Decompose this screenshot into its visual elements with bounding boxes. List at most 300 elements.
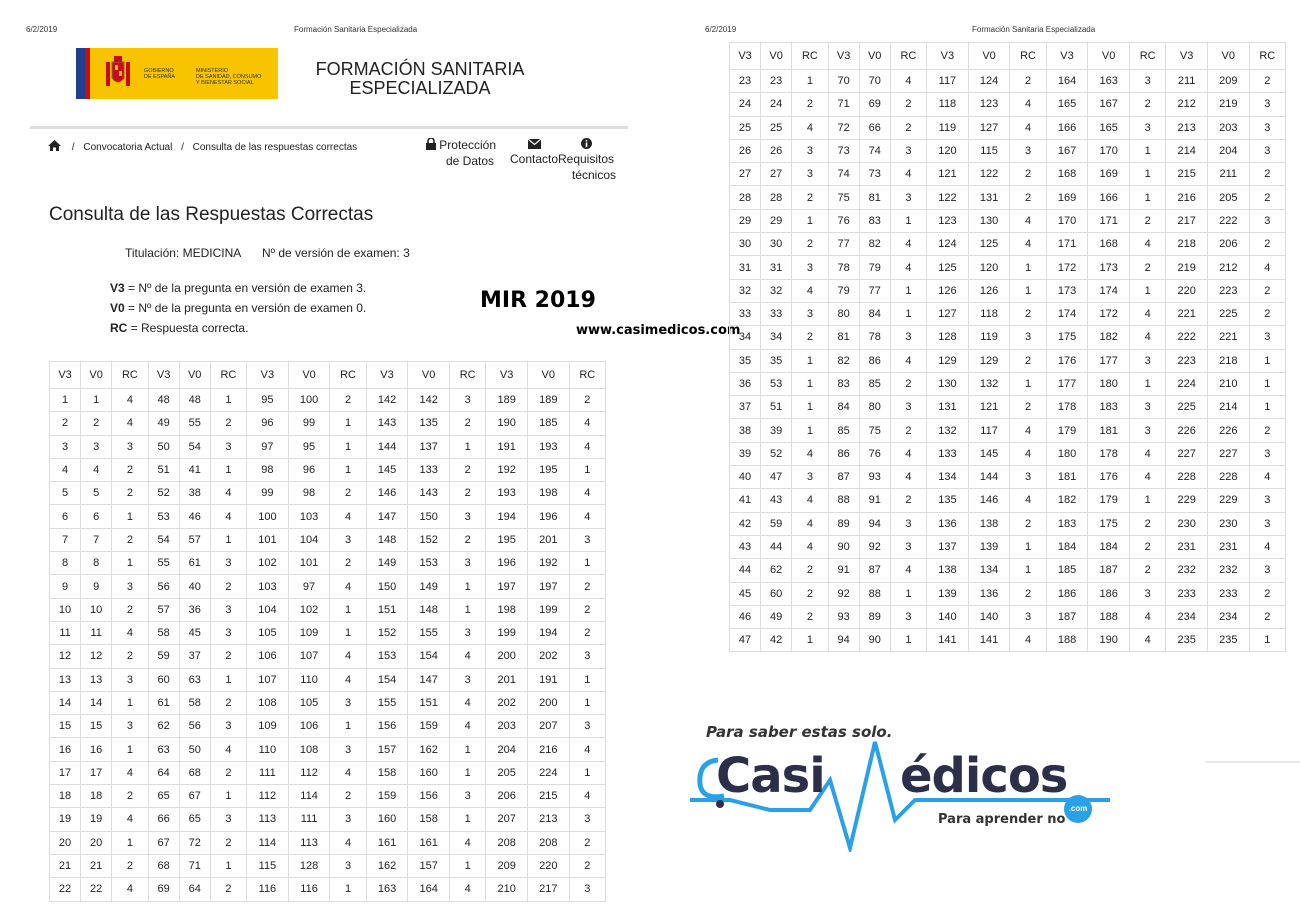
- nav-contact-label: Contacto: [509, 152, 559, 166]
- table-cell: 225: [1207, 302, 1249, 325]
- table-cell: 1: [112, 552, 148, 575]
- table-cell: 44: [730, 559, 761, 582]
- table-cell: 204: [486, 738, 528, 761]
- table-cell: 116: [247, 878, 289, 901]
- eu-stars-stripe: [76, 48, 85, 99]
- table-cell: 133: [927, 442, 969, 465]
- table-cell: 87: [859, 559, 890, 582]
- table-cell: 3: [569, 715, 605, 738]
- table-cell: 82: [859, 233, 890, 256]
- table-row: [50, 785, 606, 808]
- table-cell: 32: [761, 279, 792, 302]
- table-cell: 138: [968, 512, 1010, 535]
- legend-key: V3: [110, 281, 125, 295]
- table-cell: 202: [486, 691, 528, 714]
- table-cell: 94: [828, 629, 859, 652]
- table-cell: 4: [330, 761, 366, 784]
- table-cell: 218: [1207, 349, 1249, 372]
- table-cell: 184: [1046, 535, 1088, 558]
- table-cell: 137: [927, 535, 969, 558]
- table-row: [730, 302, 1286, 325]
- table-cell: 4: [1129, 629, 1165, 652]
- table-cell: 95: [288, 435, 330, 458]
- table-cell: 186: [1088, 582, 1130, 605]
- table-cell: 4: [792, 116, 828, 139]
- table-cell: 7: [50, 528, 81, 551]
- table-cell: 197: [527, 575, 569, 598]
- table-cell: 1: [890, 629, 926, 652]
- table-cell: 67: [148, 831, 179, 854]
- table-cell: 1: [449, 808, 485, 831]
- table-cell: 120: [927, 139, 969, 162]
- table-cell: 4: [449, 691, 485, 714]
- table-cell: 3: [792, 139, 828, 162]
- table-cell: 3: [890, 396, 926, 419]
- table-cell: 104: [247, 598, 289, 621]
- table-cell: 158: [366, 761, 408, 784]
- column-header: RC: [210, 362, 246, 389]
- table-cell: 3: [1249, 559, 1285, 582]
- table-cell: 3: [330, 808, 366, 831]
- table-cell: 175: [1046, 326, 1088, 349]
- table-cell: 193: [527, 435, 569, 458]
- breadcrumb-convocatoria[interactable]: Convocatoria Actual: [83, 142, 173, 153]
- table-cell: 4: [1010, 629, 1046, 652]
- table-cell: 144: [968, 466, 1010, 489]
- table-cell: 1: [1129, 279, 1165, 302]
- table-cell: 198: [527, 482, 569, 505]
- table-cell: 154: [408, 645, 450, 668]
- table-cell: 145: [968, 442, 1010, 465]
- table-cell: 229: [1207, 489, 1249, 512]
- table-cell: 180: [1088, 372, 1130, 395]
- table-cell: 1: [210, 389, 246, 412]
- table-cell: 227: [1166, 442, 1208, 465]
- table-cell: 159: [408, 715, 450, 738]
- table-cell: 5: [50, 482, 81, 505]
- table-cell: 2: [1249, 302, 1285, 325]
- table-cell: 3: [330, 854, 366, 877]
- table-cell: 3: [210, 435, 246, 458]
- table-cell: 14: [50, 691, 81, 714]
- table-cell: 118: [968, 302, 1010, 325]
- table-cell: 2: [81, 412, 112, 435]
- table-cell: 4: [890, 233, 926, 256]
- table-cell: 2: [449, 528, 485, 551]
- table-cell: 1: [1129, 489, 1165, 512]
- legend: [110, 278, 366, 338]
- table-cell: 116: [288, 878, 330, 901]
- table-cell: 201: [527, 528, 569, 551]
- table-cell: 62: [148, 715, 179, 738]
- table-cell: 3: [330, 691, 366, 714]
- table-cell: 125: [968, 233, 1010, 256]
- table-cell: 27: [730, 163, 761, 186]
- table-cell: 3: [792, 302, 828, 325]
- table-cell: 3: [112, 435, 148, 458]
- table-row: [730, 535, 1286, 558]
- table-cell: 127: [927, 302, 969, 325]
- table-cell: 102: [288, 598, 330, 621]
- table-cell: 217: [1166, 209, 1208, 232]
- table-cell: 2: [1010, 349, 1046, 372]
- legend-text: = Nº de la pregunta en versión de examen 3.: [124, 281, 367, 295]
- table-cell: 45: [730, 582, 761, 605]
- table-cell: 121: [927, 163, 969, 186]
- table-cell: 2: [330, 785, 366, 808]
- table-cell: 192: [527, 552, 569, 575]
- print-header-title-right: Formación Sanitaria Especializada: [972, 25, 1096, 34]
- table-cell: 234: [1207, 605, 1249, 628]
- table-cell: 26: [761, 139, 792, 162]
- table-cell: 2: [890, 489, 926, 512]
- table-cell: 212: [1166, 93, 1208, 116]
- table-cell: 1: [569, 691, 605, 714]
- table-row: [50, 552, 606, 575]
- table-cell: 3: [81, 435, 112, 458]
- table-cell: 26: [730, 139, 761, 162]
- table-cell: 225: [1166, 396, 1208, 419]
- table-cell: 149: [408, 575, 450, 598]
- table-cell: 2: [1249, 419, 1285, 442]
- table-cell: 2: [210, 761, 246, 784]
- gov-text-line: DE ESPAÑA: [144, 74, 176, 80]
- site-title-line2: ESPECIALIZADA: [349, 78, 491, 98]
- table-cell: 2: [112, 645, 148, 668]
- table-cell: 181: [1046, 466, 1088, 489]
- table-cell: 17: [81, 761, 112, 784]
- table-cell: 52: [761, 442, 792, 465]
- table-cell: 53: [761, 372, 792, 395]
- table-cell: 48: [179, 389, 210, 412]
- table-cell: 2: [569, 575, 605, 598]
- table-cell: 5: [81, 482, 112, 505]
- table-cell: 4: [569, 435, 605, 458]
- table-cell: 4: [112, 412, 148, 435]
- table-cell: 140: [968, 605, 1010, 628]
- table-cell: 232: [1207, 559, 1249, 582]
- table-cell: 36: [179, 598, 210, 621]
- table-row: [730, 70, 1286, 93]
- legend-item: [110, 318, 366, 338]
- table-header-row: [730, 43, 1286, 70]
- table-cell: 153: [366, 645, 408, 668]
- table-cell: 76: [859, 442, 890, 465]
- table-row: [50, 389, 606, 412]
- table-cell: 158: [408, 808, 450, 831]
- table-cell: 83: [828, 372, 859, 395]
- table-cell: 118: [927, 93, 969, 116]
- table-cell: 1: [210, 854, 246, 877]
- table-cell: 4: [792, 279, 828, 302]
- table-cell: 1: [449, 761, 485, 784]
- table-row: [50, 668, 606, 691]
- table-row: [50, 645, 606, 668]
- table-row: [50, 505, 606, 528]
- table-cell: 226: [1207, 419, 1249, 442]
- table-cell: 117: [927, 70, 969, 93]
- table-cell: 12: [81, 645, 112, 668]
- table-cell: 60: [148, 668, 179, 691]
- breadcrumb-current: Consulta de las respuestas correctas: [192, 142, 358, 153]
- table-cell: 15: [50, 715, 81, 738]
- table-cell: 21: [81, 854, 112, 877]
- table-cell: 232: [1166, 559, 1208, 582]
- table-cell: 4: [1010, 442, 1046, 465]
- table-row: [730, 233, 1286, 256]
- table-cell: 2: [1129, 256, 1165, 279]
- table-cell: 91: [859, 489, 890, 512]
- table-cell: 77: [859, 279, 890, 302]
- column-header: V3: [247, 362, 289, 389]
- table-cell: 8: [81, 552, 112, 575]
- site-title[interactable]: [300, 60, 540, 98]
- table-cell: 142: [366, 389, 408, 412]
- table-cell: 18: [81, 785, 112, 808]
- table-cell: 194: [486, 505, 528, 528]
- table-cell: 12: [50, 645, 81, 668]
- column-header: RC: [1010, 43, 1046, 70]
- table-cell: 23: [761, 70, 792, 93]
- table-cell: 1: [792, 70, 828, 93]
- table-row: [50, 621, 606, 644]
- table-cell: 22: [81, 878, 112, 901]
- site-title-line1: FORMACIÓN SANITARIA: [315, 59, 525, 79]
- table-row: [730, 372, 1286, 395]
- table-cell: 3: [210, 715, 246, 738]
- table-cell: 214: [1207, 396, 1249, 419]
- government-logo[interactable]: [76, 48, 278, 99]
- table-cell: 25: [730, 116, 761, 139]
- table-cell: 1: [1010, 559, 1046, 582]
- breadcrumb: [48, 140, 363, 153]
- table-cell: 4: [1249, 466, 1285, 489]
- table-cell: 3: [210, 621, 246, 644]
- table-cell: 4: [1129, 605, 1165, 628]
- table-cell: 3: [1249, 512, 1285, 535]
- table-cell: 2: [1249, 163, 1285, 186]
- nav-privacy-label-2: de Datos: [445, 154, 494, 168]
- table-cell: 152: [408, 528, 450, 551]
- table-cell: 1: [449, 854, 485, 877]
- table-cell: 2: [112, 854, 148, 877]
- table-cell: 169: [1088, 163, 1130, 186]
- table-cell: 105: [288, 691, 330, 714]
- table-cell: 14: [81, 691, 112, 714]
- table-cell: 51: [761, 396, 792, 419]
- legend-text: = Nº de la pregunta en versión de examen 0.: [124, 301, 367, 315]
- table-cell: 40: [179, 575, 210, 598]
- table-cell: 1: [792, 629, 828, 652]
- table-cell: 88: [859, 582, 890, 605]
- table-cell: 146: [366, 482, 408, 505]
- table-cell: 65: [148, 785, 179, 808]
- table-cell: 2: [569, 621, 605, 644]
- table-cell: 4: [792, 535, 828, 558]
- table-cell: 45: [179, 621, 210, 644]
- table-cell: 228: [1207, 466, 1249, 489]
- column-header: V3: [1166, 43, 1208, 70]
- column-header: V0: [859, 43, 890, 70]
- table-cell: 1: [210, 668, 246, 691]
- table-row: [50, 575, 606, 598]
- home-icon[interactable]: [48, 140, 61, 151]
- ministry-text-line: MINISTERIO: [196, 68, 229, 74]
- table-cell: 207: [486, 808, 528, 831]
- table-cell: 188: [1046, 629, 1088, 652]
- table-cell: 136: [968, 582, 1010, 605]
- table-cell: 78: [859, 326, 890, 349]
- table-cell: 186: [1046, 582, 1088, 605]
- table-cell: 71: [828, 93, 859, 116]
- table-cell: 70: [828, 70, 859, 93]
- table-cell: 97: [247, 435, 289, 458]
- table-cell: 10: [81, 598, 112, 621]
- table-cell: 229: [1166, 489, 1208, 512]
- table-row: [730, 466, 1286, 489]
- table-cell: 19: [81, 808, 112, 831]
- table-cell: 231: [1207, 535, 1249, 558]
- table-cell: 178: [1088, 442, 1130, 465]
- table-cell: 1: [1010, 279, 1046, 302]
- table-cell: 117: [968, 419, 1010, 442]
- table-cell: 106: [288, 715, 330, 738]
- titulacion-value: MEDICINA: [182, 246, 241, 260]
- table-cell: 144: [366, 435, 408, 458]
- table-cell: 4: [890, 466, 926, 489]
- coat-of-arms-icon: [104, 56, 132, 90]
- table-cell: 33: [730, 302, 761, 325]
- table-cell: 124: [968, 70, 1010, 93]
- table-cell: 222: [1166, 326, 1208, 349]
- table-cell: 56: [148, 575, 179, 598]
- table-cell: 49: [148, 412, 179, 435]
- table-cell: 51: [148, 458, 179, 481]
- table-cell: 125: [927, 256, 969, 279]
- table-cell: 147: [366, 505, 408, 528]
- table-cell: 1: [449, 598, 485, 621]
- table-cell: 1: [792, 419, 828, 442]
- table-cell: 157: [408, 854, 450, 877]
- table-cell: 35: [761, 349, 792, 372]
- table-cell: 85: [828, 419, 859, 442]
- table-cell: 2: [449, 482, 485, 505]
- table-cell: 110: [247, 738, 289, 761]
- table-cell: 89: [859, 605, 890, 628]
- table-cell: 190: [1088, 629, 1130, 652]
- column-header: RC: [792, 43, 828, 70]
- table-cell: 1: [1129, 139, 1165, 162]
- table-cell: 1: [1249, 372, 1285, 395]
- nav-privacy[interactable]: [420, 137, 496, 169]
- table-cell: 160: [366, 808, 408, 831]
- table-cell: 2: [330, 389, 366, 412]
- table-cell: 1: [330, 435, 366, 458]
- table-cell: 210: [486, 878, 528, 901]
- table-cell: 16: [81, 738, 112, 761]
- table-row: [50, 808, 606, 831]
- legend-key: V0: [110, 301, 125, 315]
- table-cell: 81: [828, 326, 859, 349]
- table-cell: 4: [81, 458, 112, 481]
- table-cell: 1: [449, 435, 485, 458]
- table-cell: 78: [828, 256, 859, 279]
- column-header: RC: [1249, 43, 1285, 70]
- table-cell: 4: [1010, 93, 1046, 116]
- table-cell: 165: [1046, 93, 1088, 116]
- table-cell: 55: [179, 412, 210, 435]
- table-cell: 2: [1010, 396, 1046, 419]
- table-cell: 83: [859, 209, 890, 232]
- table-cell: 1: [792, 349, 828, 372]
- table-cell: 17: [50, 761, 81, 784]
- table-cell: 66: [148, 808, 179, 831]
- table-cell: 222: [1207, 209, 1249, 232]
- column-header: V3: [50, 362, 81, 389]
- table-cell: 147: [408, 668, 450, 691]
- table-cell: 1: [890, 279, 926, 302]
- table-cell: 23: [730, 70, 761, 93]
- table-cell: 20: [81, 831, 112, 854]
- table-cell: 174: [1046, 302, 1088, 325]
- table-cell: 230: [1166, 512, 1208, 535]
- table-cell: 193: [486, 482, 528, 505]
- table-cell: 3: [1129, 116, 1165, 139]
- table-cell: 200: [527, 691, 569, 714]
- table-cell: 2: [210, 645, 246, 668]
- table-cell: 1: [330, 598, 366, 621]
- table-cell: 87: [828, 466, 859, 489]
- table-cell: 205: [1207, 186, 1249, 209]
- table-cell: 27: [761, 163, 792, 186]
- table-cell: 1: [569, 458, 605, 481]
- table-cell: 4: [1010, 489, 1046, 512]
- table-cell: 208: [527, 831, 569, 854]
- table-cell: 21: [50, 854, 81, 877]
- table-cell: 1: [1010, 535, 1046, 558]
- table-cell: 202: [527, 645, 569, 668]
- legend-item: [110, 298, 366, 318]
- print-date: 6/2/2019: [26, 25, 58, 34]
- table-cell: 4: [1129, 233, 1165, 256]
- table-cell: 214: [1166, 139, 1208, 162]
- table-cell: 79: [859, 256, 890, 279]
- table-cell: 4: [1129, 442, 1165, 465]
- column-header: RC: [1129, 43, 1165, 70]
- column-header: V0: [968, 43, 1010, 70]
- table-cell: 142: [408, 389, 450, 412]
- table-cell: 130: [927, 372, 969, 395]
- nav-requirements[interactable]: [556, 137, 616, 183]
- table-cell: 88: [828, 489, 859, 512]
- table-cell: 169: [1046, 186, 1088, 209]
- casimedicos-slogan-top: Para saber estas solo.: [706, 723, 893, 741]
- table-cell: 31: [730, 256, 761, 279]
- table-cell: 191: [486, 435, 528, 458]
- table-cell: 172: [1088, 302, 1130, 325]
- table-cell: 174: [1088, 279, 1130, 302]
- table-cell: 31: [761, 256, 792, 279]
- table-row: [730, 349, 1286, 372]
- table-cell: 191: [527, 668, 569, 691]
- table-cell: 4: [890, 70, 926, 93]
- table-cell: 32: [730, 279, 761, 302]
- table-cell: 1: [890, 582, 926, 605]
- table-cell: 219: [1166, 256, 1208, 279]
- table-cell: 207: [527, 715, 569, 738]
- column-header: RC: [330, 362, 366, 389]
- table-cell: 168: [1088, 233, 1130, 256]
